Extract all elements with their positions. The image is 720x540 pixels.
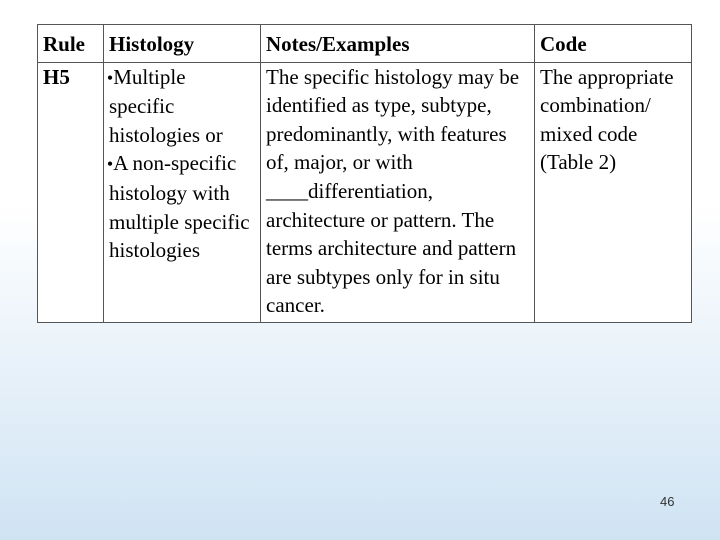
header-notes: Notes/Examples: [261, 25, 535, 63]
histology-bullet-item: [106, 63, 256, 150]
histology-bullet-text: Multiple specific histologies or: [109, 64, 223, 147]
code-cell: The appropriate combination/ mixed code (Table 2): [535, 62, 692, 322]
bullet-icon: •: [106, 67, 114, 88]
notes-cell: The specific histology may be identified as type, subtype, predominantly, with features of, major, or with ____differentiation, architecture or pattern. The terms architecture and pattern are subtypes only for in situ cancer.: [261, 62, 535, 322]
header-code: Code: [535, 25, 692, 63]
histology-cell: [104, 62, 261, 322]
header-histology: Histology: [104, 25, 261, 63]
table-row: [38, 62, 692, 322]
rule-cell: H5: [38, 62, 104, 322]
header-rule: Rule: [38, 25, 104, 63]
header-row: [38, 25, 692, 63]
page-number: 46: [660, 494, 675, 509]
histology-bullet-item: [106, 149, 256, 264]
histology-bullet-text: A non-specific histology with multiple specific histologies: [109, 151, 250, 263]
rules-table: [37, 24, 692, 323]
bullet-icon: •: [106, 154, 114, 175]
